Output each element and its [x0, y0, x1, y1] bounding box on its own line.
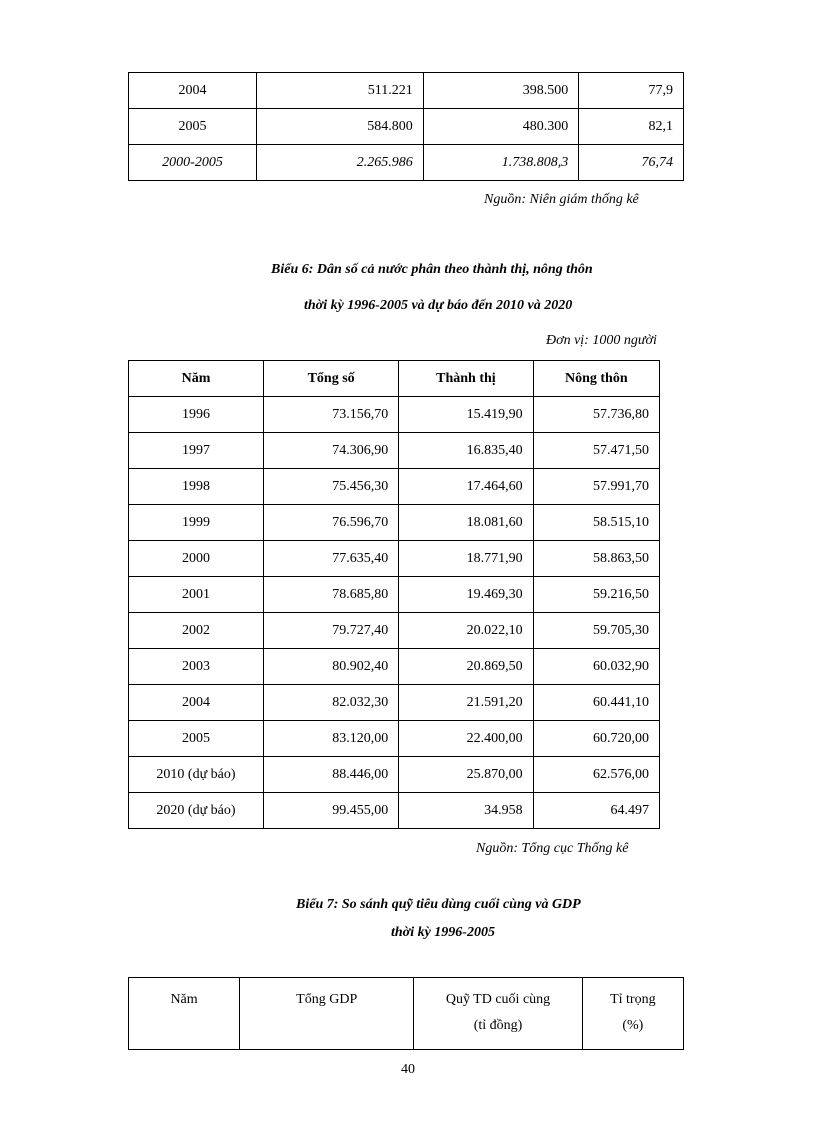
cell-urban: 20.022,10: [399, 613, 533, 649]
table-1-source: Nguồn: Niên giám thống kê: [484, 192, 639, 207]
table-row: [129, 577, 660, 613]
cell-total: 76.596,70: [263, 505, 398, 541]
header-label: Tỉ trọng: [610, 992, 656, 1007]
cell-year: 2003: [129, 649, 264, 685]
header-total-gdp: [240, 978, 414, 1050]
cell-value: 584.800: [256, 109, 423, 145]
table-3-title-line-1: Biểu 7: So sánh quỹ tiêu dùng cuối cùng và GDP: [296, 897, 581, 912]
header-label: Quỹ TD cuối cùng: [445, 992, 551, 1007]
cell-total: 83.120,00: [263, 721, 398, 757]
table-row: [129, 433, 660, 469]
table-row: [129, 793, 660, 829]
cell-percent: 76,74: [579, 145, 684, 181]
table-row: [129, 757, 660, 793]
table-2-source: Nguồn: Tổng cục Thống kê: [476, 841, 629, 856]
cell-urban: 18.081,60: [399, 505, 533, 541]
cell-urban: 17.464,60: [399, 469, 533, 505]
cell-year: 1997: [129, 433, 264, 469]
header-year: Năm: [129, 361, 264, 397]
table-row: [129, 73, 684, 109]
header-total: Tổng số: [263, 361, 398, 397]
cell-rural: 57.471,50: [533, 433, 659, 469]
cell-year: 2005: [129, 109, 257, 145]
table-row-total: [129, 145, 684, 181]
page-number: 40: [401, 1062, 415, 1077]
header-label: Tổng GDP: [296, 992, 358, 1007]
table-2-unit: Đơn vị: 1000 người: [546, 333, 657, 348]
cell-percent: 77,9: [579, 73, 684, 109]
cell-urban: 25.870,00: [399, 757, 533, 793]
cell-total: 79.727,40: [263, 613, 398, 649]
cell-total: 75.456,30: [263, 469, 398, 505]
cell-year: 1999: [129, 505, 264, 541]
cell-rural: 60.032,90: [533, 649, 659, 685]
cell-year: 1998: [129, 469, 264, 505]
cell-rural: 60.441,10: [533, 685, 659, 721]
cell-total: 74.306,90: [263, 433, 398, 469]
cell-urban: 19.469,30: [399, 577, 533, 613]
cell-value: 1.738.808,3: [423, 145, 578, 181]
header-share: [582, 978, 683, 1050]
table-row: [129, 109, 684, 145]
cell-total: 78.685,80: [263, 577, 398, 613]
cell-urban: 15.419,90: [399, 397, 533, 433]
cell-year: 2002: [129, 613, 264, 649]
cell-total: 88.446,00: [263, 757, 398, 793]
population-table: [128, 360, 660, 829]
cell-rural: 60.720,00: [533, 721, 659, 757]
cell-total: 77.635,40: [263, 541, 398, 577]
cell-year: 2000: [129, 541, 264, 577]
cell-total: 80.902,40: [263, 649, 398, 685]
cell-total: 73.156,70: [263, 397, 398, 433]
header-year: [129, 978, 240, 1050]
cell-year: 2000-2005: [129, 145, 257, 181]
cell-rural: 57.991,70: [533, 469, 659, 505]
table-header-row: [129, 361, 660, 397]
table-2-title-line-1: Biểu 6: Dân số cả nước phân theo thành thị, nông thôn: [271, 262, 593, 277]
cell-total: 99.455,00: [263, 793, 398, 829]
cell-value: 398.500: [423, 73, 578, 109]
table-row: [129, 469, 660, 505]
cell-total: 82.032,30: [263, 685, 398, 721]
header-urban: Thành thị: [399, 361, 533, 397]
table-row: [129, 505, 660, 541]
cell-year: 2004: [129, 685, 264, 721]
cell-value: 511.221: [256, 73, 423, 109]
cell-rural: 58.515,10: [533, 505, 659, 541]
cell-urban: 16.835,40: [399, 433, 533, 469]
cell-rural: 57.736,80: [533, 397, 659, 433]
header-label: Năm: [170, 992, 198, 1007]
cell-value: 2.265.986: [256, 145, 423, 181]
table-1-continuation: [128, 72, 684, 181]
cell-value: 480.300: [423, 109, 578, 145]
table-3-title-line-2: thời kỳ 1996-2005: [391, 925, 495, 940]
table-row: [129, 649, 660, 685]
table-header-row: [129, 978, 684, 1050]
cell-year: 2004: [129, 73, 257, 109]
cell-year: 1996: [129, 397, 264, 433]
consumption-gdp-table: [128, 977, 684, 1050]
table-2-title-line-2: thời kỳ 1996-2005 và dự báo đến 2010 và 2020: [304, 298, 573, 313]
cell-percent: 82,1: [579, 109, 684, 145]
cell-year: 2005: [129, 721, 264, 757]
cell-year: 2001: [129, 577, 264, 613]
table-row: [129, 685, 660, 721]
table-row: [129, 613, 660, 649]
cell-rural: 62.576,00: [533, 757, 659, 793]
header-rural: Nông thôn: [533, 361, 659, 397]
cell-rural: 58.863,50: [533, 541, 659, 577]
cell-urban: 22.400,00: [399, 721, 533, 757]
cell-rural: 64.497: [533, 793, 659, 829]
cell-urban: 21.591,20: [399, 685, 533, 721]
header-unit: (%): [622, 1018, 644, 1033]
header-unit: (tỉ đồng): [473, 1018, 523, 1033]
cell-rural: 59.216,50: [533, 577, 659, 613]
cell-year: 2010 (dự báo): [129, 757, 264, 793]
cell-rural: 59.705,30: [533, 613, 659, 649]
cell-urban: 18.771,90: [399, 541, 533, 577]
cell-urban: 20.869,50: [399, 649, 533, 685]
table-row: [129, 397, 660, 433]
cell-year: 2020 (dự báo): [129, 793, 264, 829]
table-row: [129, 721, 660, 757]
cell-urban: 34.958: [399, 793, 533, 829]
table-row: [129, 541, 660, 577]
header-final-consumption: [414, 978, 582, 1050]
